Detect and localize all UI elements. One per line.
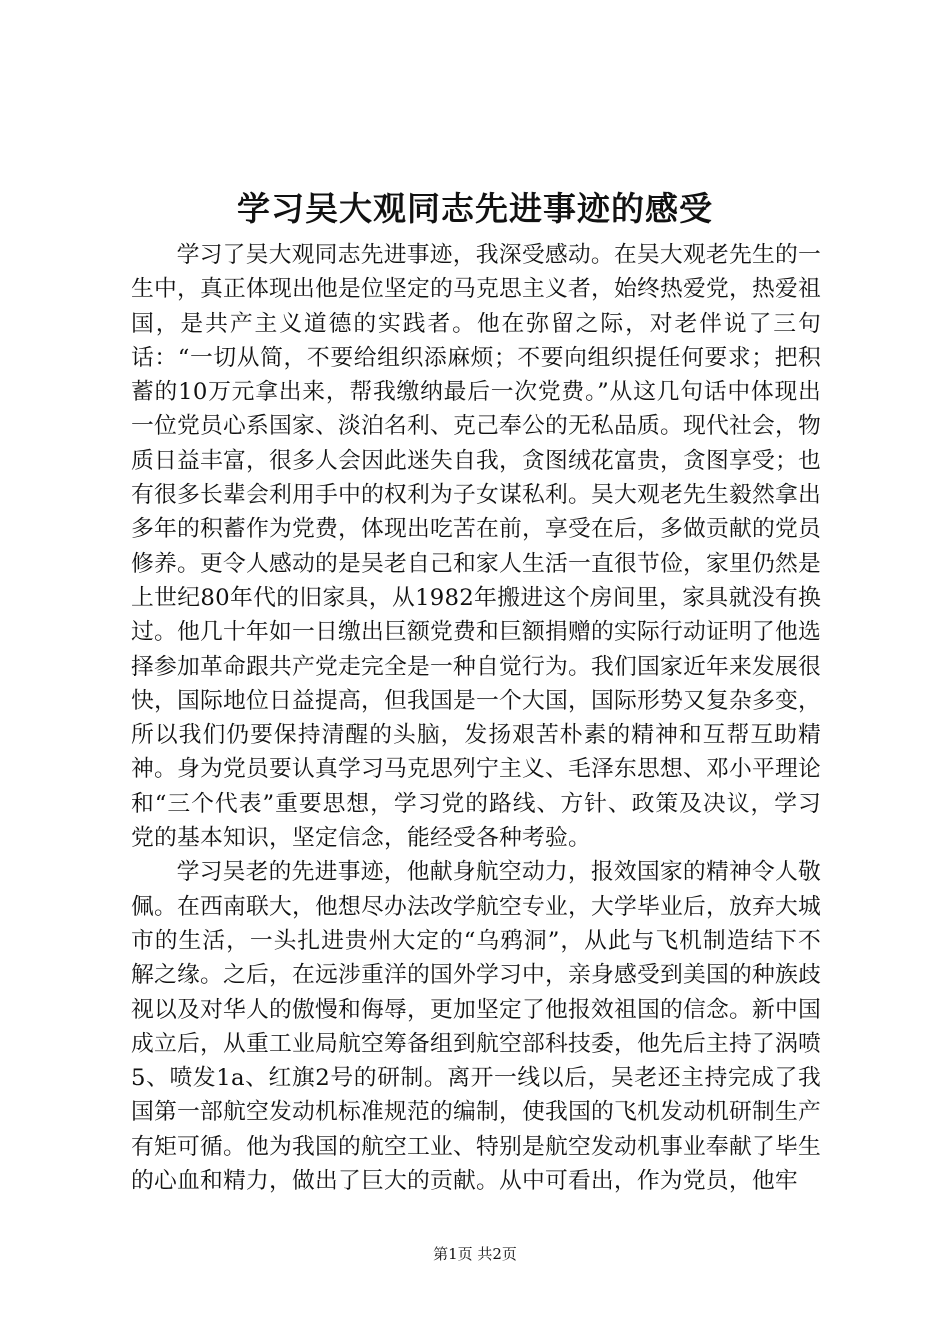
- paragraph: 学习吴老的先进事迹，他献身航空动力，报效国家的精神令人敬佩。在西南联大，他想尽办法改学航空专业，大学毕业后，放弃大城市的生活，一头扎进贵州大定的“乌鸦洞”，从此与飞机制造结下不解之缘。之后，在远涉重洋的国外学习中，亲身感受到美国的种族歧视以及对华人的傲慢和侮辱，更加坚定了他报效祖国的信念。新中国成立后，从重工业局航空筹备组到航空部科技委，他先后主持了涡喷5、喷发1a、红旗2号的研制。离开一线以后，吴老还主持完成了我国第一部航空发动机标准规范的编制，使我国的飞机发动机研制生产有矩可循。他为我国的航空工业、特别是航空发动机事业奉献了毕生的心血和精力，做出了巨大的贡献。从中可看出，作为党员，他牢: [131, 859, 821, 1195]
- page-number: 第1页 共2页: [433, 1245, 517, 1263]
- document-title: 学习吴大观同志先进事迹的感受: [237, 189, 713, 228]
- document-body: [131, 238, 821, 1198]
- paragraph: 学习了吴大观同志先进事迹，我深受感动。在吴大观老先生的一生中，真正体现出他是位坚定的马克思主义者，始终热爱党，热爱祖国，是共产主义道德的实践者。他在弥留之际，对老伴说了三句话：“一切从简，不要给组织添麻烦；不要向组织提任何要求；把积蓄的10万元拿出来，帮我缴纳最后一次党费。”从这几句话中体现出一位党员心系国家、淡泊名利、克己奉公的无私品质。现代社会，物质日益丰富，很多人会因此迷失自我，贪图绒花富贵，贪图享受；也有很多长辈会利用手中的权利为子女谋私利。吴大观老先生毅然拿出多年的积蓄作为党费，体现出吃苦在前，享受在后，多做贡献的党员修养。更令人感动的是吴老自己和家人生活一直很节俭，家里仍然是上世纪80年代的旧家具，从1982年搬进这个房间里，家具就没有换过。他几十年如一日缴出巨额党费和巨额捐赠的实际行动证明了他选择参加革命跟共产党走完全是一种自觉行为。我们国家近年来发展很快，国际地位日益提高，但我国是一个大国，国际形势又复杂多变，所以我们仍要保持清醒的头脑，发扬艰苦朴素的精神和互帮互助精神。身为党员要认真学习马克思列宁主义、毛泽东思想、邓小平理论和“三个代表”重要思想，学习党的路线、方针、政策及决议，学习党的基本知识，坚定信念，能经受各种考验。: [131, 242, 821, 852]
